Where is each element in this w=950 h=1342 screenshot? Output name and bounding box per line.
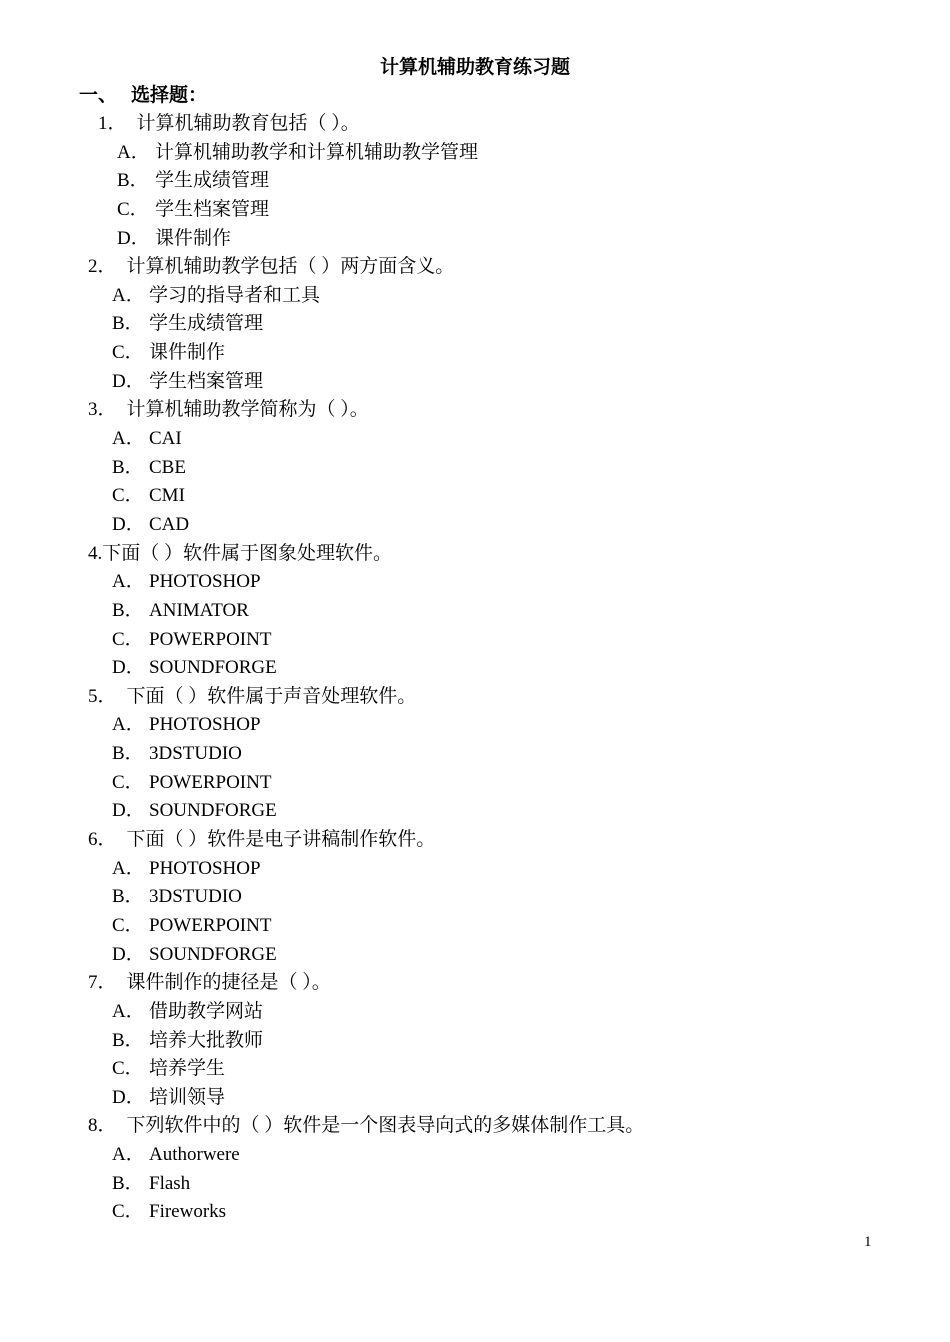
question-6 xyxy=(0,826,950,855)
option-4c xyxy=(0,626,950,655)
option-letter: D． xyxy=(112,800,145,822)
option-letter: A． xyxy=(112,284,145,306)
option-letter: D． xyxy=(112,1086,145,1108)
option-letter: C． xyxy=(112,771,144,793)
option-text: CAI xyxy=(149,428,182,450)
option-letter: A． xyxy=(112,1000,145,1022)
question-list xyxy=(0,110,950,1227)
question-8 xyxy=(0,1112,950,1141)
option-text: SOUNDFORGE xyxy=(149,800,277,822)
option-7c xyxy=(0,1055,950,1084)
option-2c xyxy=(0,339,950,368)
question-number: 5． xyxy=(88,685,117,707)
option-8a xyxy=(0,1141,950,1170)
option-text: PHOTOSHOP xyxy=(149,714,261,736)
option-3c xyxy=(0,482,950,511)
option-text: Flash xyxy=(149,1172,191,1194)
option-3a xyxy=(0,425,950,454)
question-text: 下列软件中的（ ）软件是一个图表导向式的多媒体制作工具。 xyxy=(126,1115,645,1137)
option-4b xyxy=(0,597,950,626)
option-letter: B． xyxy=(112,313,144,335)
option-letter: D． xyxy=(112,370,145,392)
question-5 xyxy=(0,683,950,712)
option-text: Fireworks xyxy=(149,1201,227,1223)
option-4d xyxy=(0,654,950,683)
question-number: 8． xyxy=(88,1115,117,1137)
option-text: 培养大批教师 xyxy=(149,1029,264,1051)
option-5a xyxy=(0,711,950,740)
option-text: 培养学生 xyxy=(149,1058,226,1080)
question-2 xyxy=(0,253,950,282)
section-number: 一、 xyxy=(79,85,118,106)
option-5d xyxy=(0,797,950,826)
option-1b xyxy=(0,167,950,196)
option-text: 学生成绩管理 xyxy=(155,170,270,192)
option-text: POWERPOINT xyxy=(149,628,272,650)
document-title: 计算机辅助教育练习题 xyxy=(379,57,570,78)
question-text: 下面（ ）软件属于声音处理软件。 xyxy=(126,685,417,707)
section-label: 选择题： xyxy=(131,85,208,106)
option-text: POWERPOINT xyxy=(149,914,272,936)
option-text: CBE xyxy=(149,456,186,478)
option-letter: C． xyxy=(112,485,144,507)
option-letter: D． xyxy=(112,943,145,965)
option-text: 课件制作 xyxy=(149,342,226,364)
option-2a xyxy=(0,282,950,311)
question-4 xyxy=(0,540,950,569)
option-text: 学生档案管理 xyxy=(149,370,264,392)
option-text: POWERPOINT xyxy=(149,771,272,793)
option-letter: B． xyxy=(112,1029,144,1051)
option-6d xyxy=(0,941,950,970)
option-letter: C． xyxy=(112,342,144,364)
question-number: 3． xyxy=(88,399,117,421)
question-7 xyxy=(0,969,950,998)
option-text: ANIMATOR xyxy=(149,599,249,621)
option-letter: A． xyxy=(112,857,145,879)
option-7d xyxy=(0,1084,950,1113)
option-text: PHOTOSHOP xyxy=(149,571,261,593)
option-letter: A． xyxy=(112,1144,145,1166)
option-3d xyxy=(0,511,950,540)
option-text: SOUNDFORGE xyxy=(149,943,277,965)
question-text: 计算机辅助教学包括（ ）两方面含义。 xyxy=(126,256,455,278)
option-2b xyxy=(0,310,950,339)
option-2d xyxy=(0,368,950,397)
option-text: 3DSTUDIO xyxy=(149,886,242,908)
option-letter: B． xyxy=(112,743,144,765)
question-text: 计算机辅助教育包括（ ）。 xyxy=(136,113,360,134)
option-text: 学生成绩管理 xyxy=(149,313,264,335)
option-4a xyxy=(0,568,950,597)
option-6b xyxy=(0,883,950,912)
option-5b xyxy=(0,740,950,769)
option-letter: B． xyxy=(112,1172,144,1194)
option-letter: B． xyxy=(112,456,144,478)
option-letter: C． xyxy=(112,628,144,650)
option-text: 计算机辅助教学和计算机辅助教学管理 xyxy=(155,141,479,163)
option-1d xyxy=(0,225,950,254)
option-text: 借助教学网站 xyxy=(149,1000,264,1022)
option-1a xyxy=(0,139,950,168)
question-number: 2． xyxy=(88,256,117,278)
option-letter: C． xyxy=(112,914,144,936)
option-letter: C． xyxy=(112,1058,144,1080)
section-heading xyxy=(79,84,207,108)
question-1 xyxy=(0,110,950,139)
option-1c xyxy=(0,196,950,225)
option-letter: B． xyxy=(112,886,144,908)
option-text: 培训领导 xyxy=(149,1086,226,1108)
option-text: 学生档案管理 xyxy=(155,198,270,220)
question-number: 6． xyxy=(88,829,117,851)
question-number: 1． xyxy=(98,113,127,134)
option-text: 学习的指导者和工具 xyxy=(149,284,321,306)
option-5c xyxy=(0,769,950,798)
option-letter: A． xyxy=(112,428,145,450)
option-7a xyxy=(0,998,950,1027)
option-text: SOUNDFORGE xyxy=(149,657,277,679)
option-text: 3DSTUDIO xyxy=(149,743,242,765)
option-letter: A． xyxy=(112,714,145,736)
question-text: 计算机辅助教学简称为（ ）。 xyxy=(126,399,369,421)
question-number: 7． xyxy=(88,972,117,994)
option-text: CMI xyxy=(149,485,185,507)
option-8b xyxy=(0,1170,950,1199)
option-letter: A． xyxy=(112,571,145,593)
option-3b xyxy=(0,454,950,483)
option-letter: B． xyxy=(112,599,144,621)
page-number: 1 xyxy=(864,1234,872,1250)
option-text: Authorwere xyxy=(149,1144,240,1166)
option-letter: C． xyxy=(112,1201,144,1223)
question-text: 下面（ ）软件属于图象处理软件。 xyxy=(102,542,393,564)
option-text: CAD xyxy=(149,513,190,535)
option-8c xyxy=(0,1198,950,1227)
option-6a xyxy=(0,855,950,884)
option-letter: D． xyxy=(117,227,150,249)
option-letter: D． xyxy=(112,657,145,679)
question-3 xyxy=(0,396,950,425)
question-text: 下面（ ）软件是电子讲稿制作软件。 xyxy=(126,829,436,851)
option-letter: C． xyxy=(117,198,149,220)
question-number: 4. xyxy=(88,542,103,564)
option-7b xyxy=(0,1027,950,1056)
option-6c xyxy=(0,912,950,941)
option-text: 课件制作 xyxy=(155,227,232,249)
question-text: 课件制作的捷径是（ ）。 xyxy=(126,972,331,994)
option-letter: A． xyxy=(117,141,150,163)
option-letter: B． xyxy=(117,170,149,192)
option-text: PHOTOSHOP xyxy=(149,857,261,879)
option-letter: D． xyxy=(112,513,145,535)
